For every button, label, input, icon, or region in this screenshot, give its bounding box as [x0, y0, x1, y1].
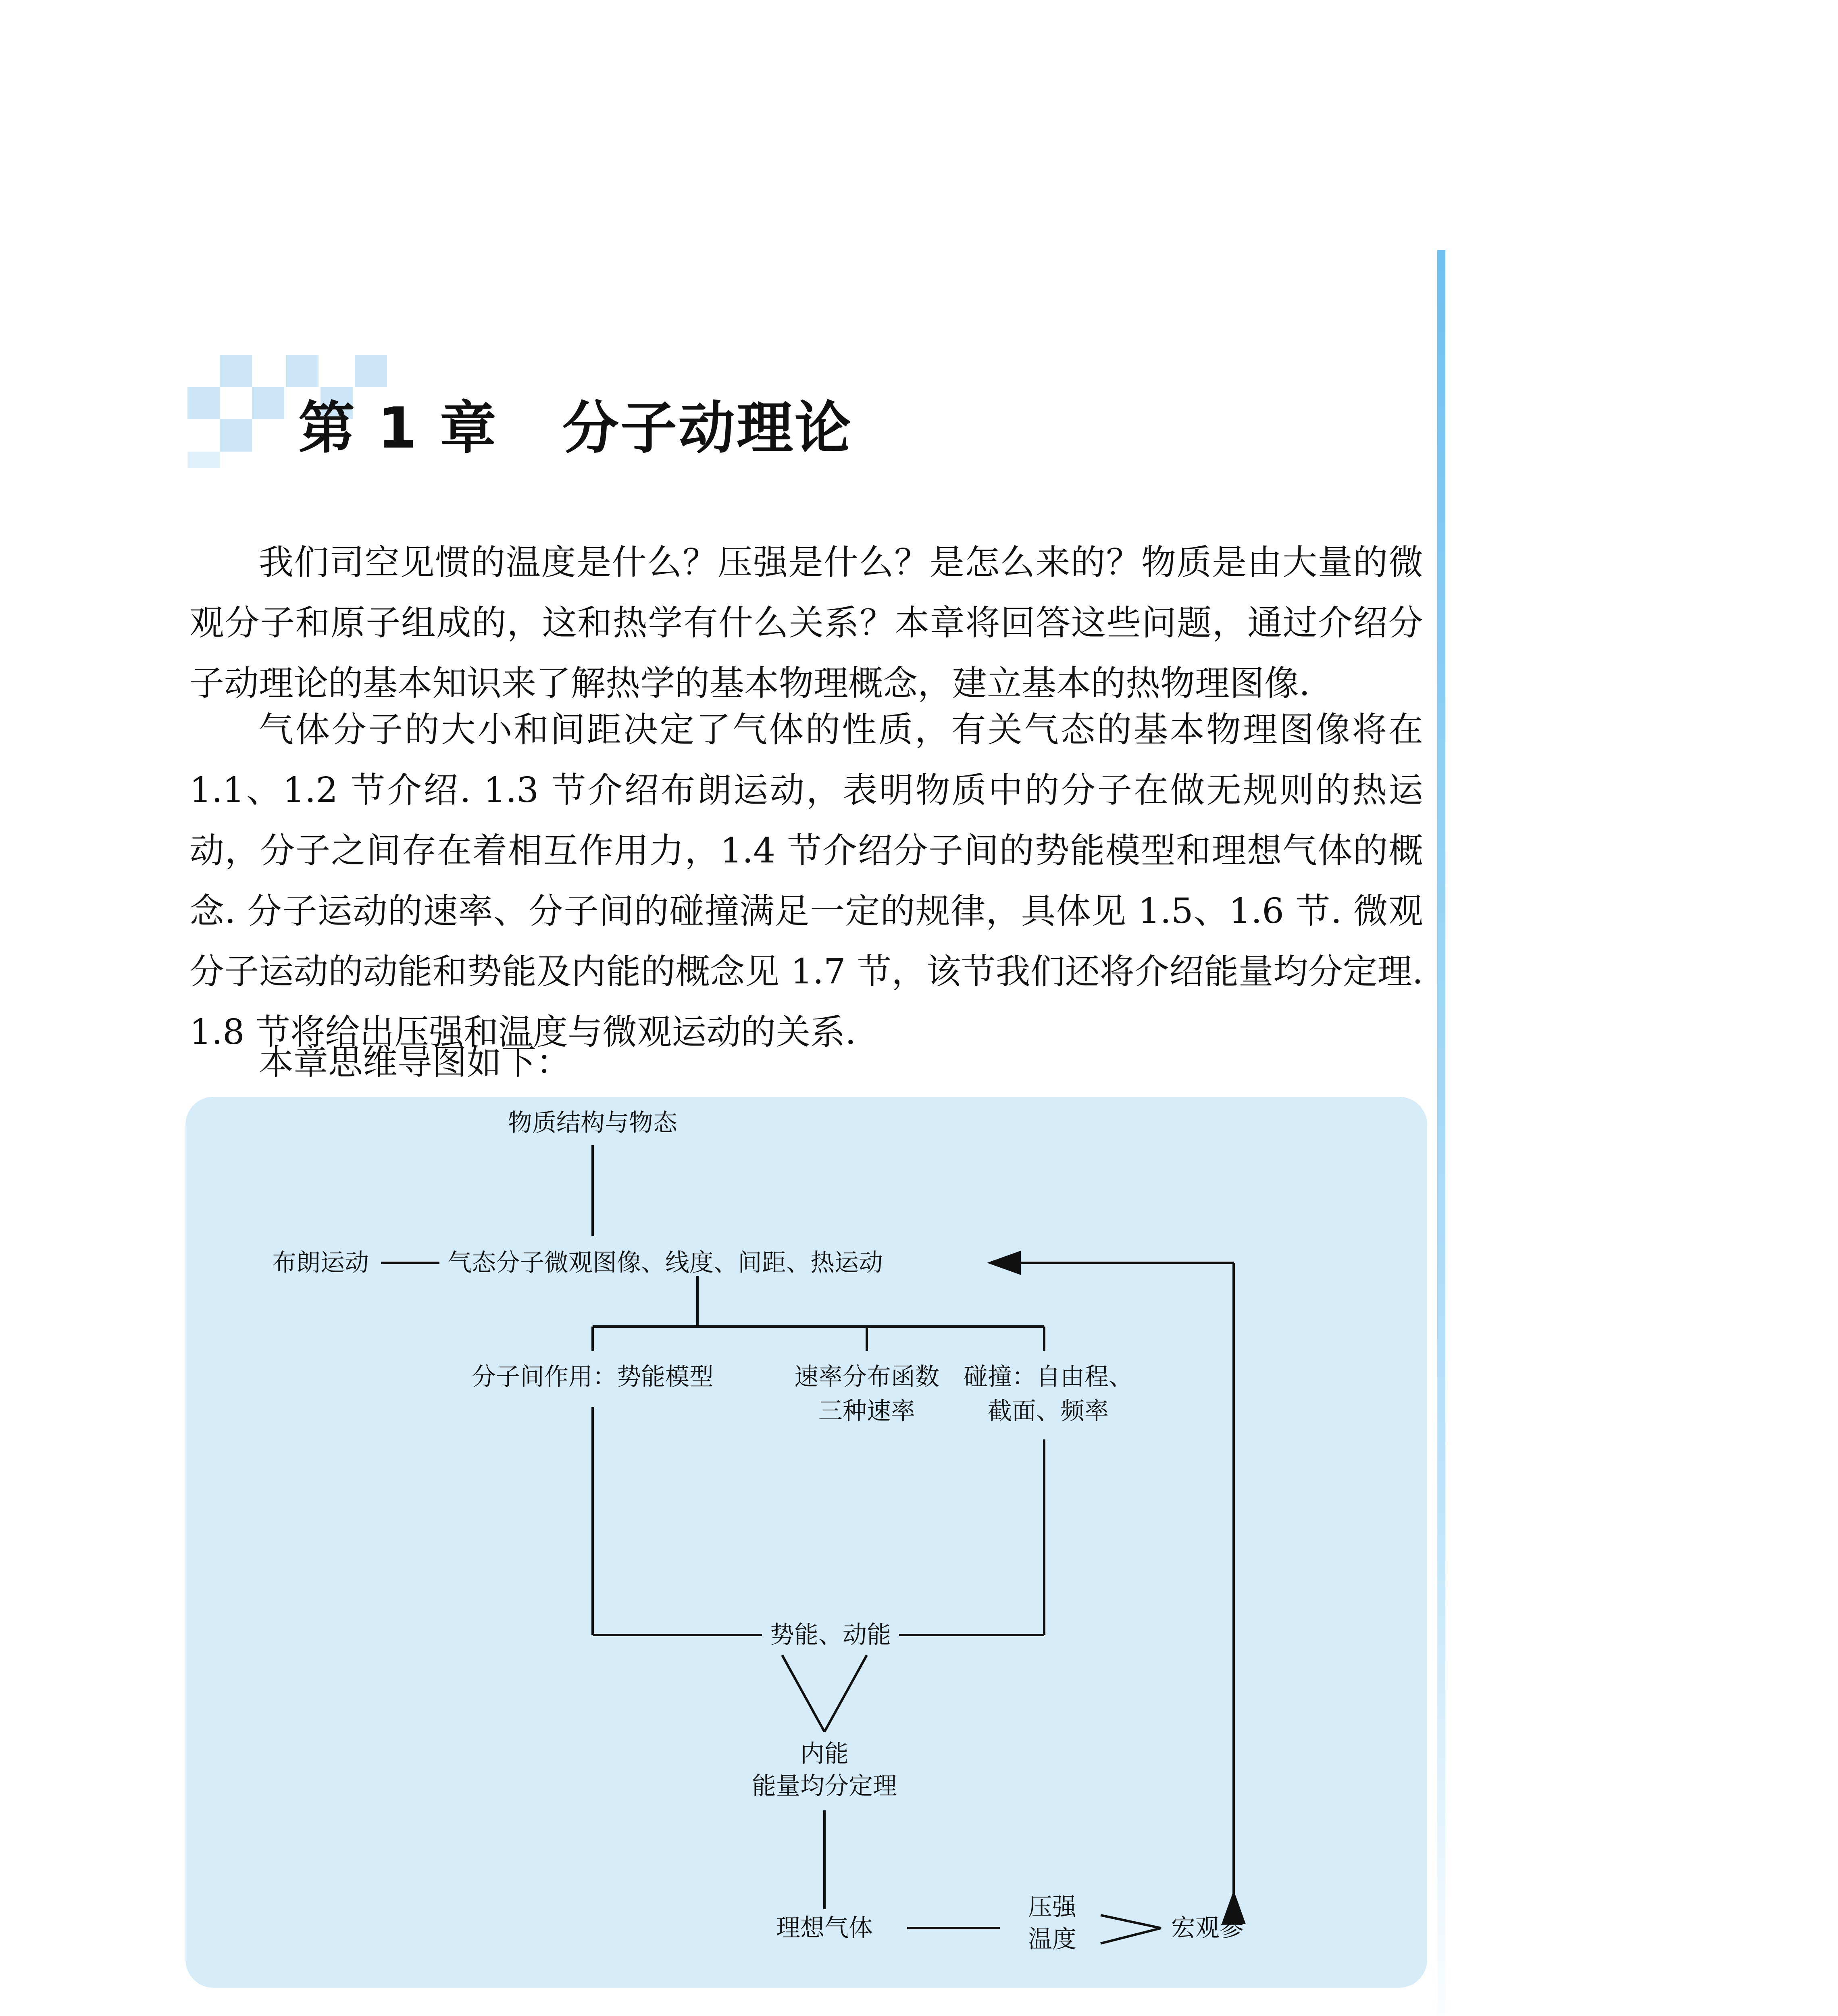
mindmap-node-root: 物质结构与物态 [508, 1109, 677, 1137]
decorative-square [286, 355, 318, 387]
chapter-number: 第 1 章 [298, 396, 498, 461]
chapter-title [298, 383, 853, 464]
mindmap-node-collision-line2: 截面、频率 [988, 1397, 1109, 1425]
section-title [496, 2008, 1034, 2016]
mindmap-node-ideal-gas: 理想气体 [776, 1914, 873, 1942]
mindmap-node-collision-line1: 碰撞：自由程、 [964, 1363, 1133, 1391]
intro-paragraph-1: 我们司空见惯的温度是什么？压强是什么？是怎么来的？物质是由大量的微观分子和原子组成的，这和热学有什么关系？本章将回答这些问题，通过介绍分子动理论的基本知识来了解热学的基本物理概念，建立基本的热物理图像. [189, 542, 1423, 704]
decorative-square [187, 452, 220, 468]
intro-paragraph-3: 本章思维导图如下： [259, 1042, 571, 1083]
chapter-name: 分子动理论 [562, 396, 853, 461]
decorative-square [252, 387, 284, 419]
mindmap-node-interaction: 分子间作用：势能模型 [472, 1363, 714, 1391]
mindmap-node-gas-picture: 气态分子微观图像、线度、间距、热运动 [448, 1249, 883, 1277]
decorative-square [220, 355, 252, 387]
mindmap-diagram [185, 1097, 1427, 1988]
decorative-square [355, 355, 387, 387]
decorative-square [220, 419, 252, 452]
mindmap-node-energy: 势能、动能 [770, 1621, 891, 1649]
mindmap-node-macro: 宏观参 [1171, 1914, 1244, 1942]
mindmap-node-speed-line1: 速率分布函数 [794, 1363, 939, 1391]
mindmap-node-internal-line1: 内能 [800, 1740, 849, 1768]
mindmap-node-brownian: 布朗运动 [272, 1249, 369, 1277]
mindmap-node-speed-line2: 三种速率 [818, 1397, 915, 1425]
mindmap-node-pressure: 压强 [1028, 1893, 1076, 1921]
decorative-square [187, 387, 220, 419]
mindmap-node-internal-line2: 能量均分定理 [752, 1772, 897, 1800]
intro-paragraph-2: 气体分子的大小和间距决定了气体的性质，有关气态的基本物理图像将在 1.1、1.2 节介绍. 1.3 节介绍布朗运动，表明物质中的分子在做无规则的热运动，分子之间存在着相互作用力，1.4 节介绍分子间的势能模型和理想气体的概念. 分子运动的速率、分子间的碰撞满足一定的规律，具体见 1.5、1.6 节. 微观分子运动的动能和势能及内能的概念见 1.7 节，该节我们还将介绍能量均分定理. 1.8 节将给出压强和温度与微观运动的关系. [189, 710, 1423, 1052]
page-edge-accent-bar [1437, 250, 1445, 2016]
mindmap-node-temperature: 温度 [1028, 1925, 1076, 1954]
chapter-mindmap [185, 1097, 1427, 1988]
